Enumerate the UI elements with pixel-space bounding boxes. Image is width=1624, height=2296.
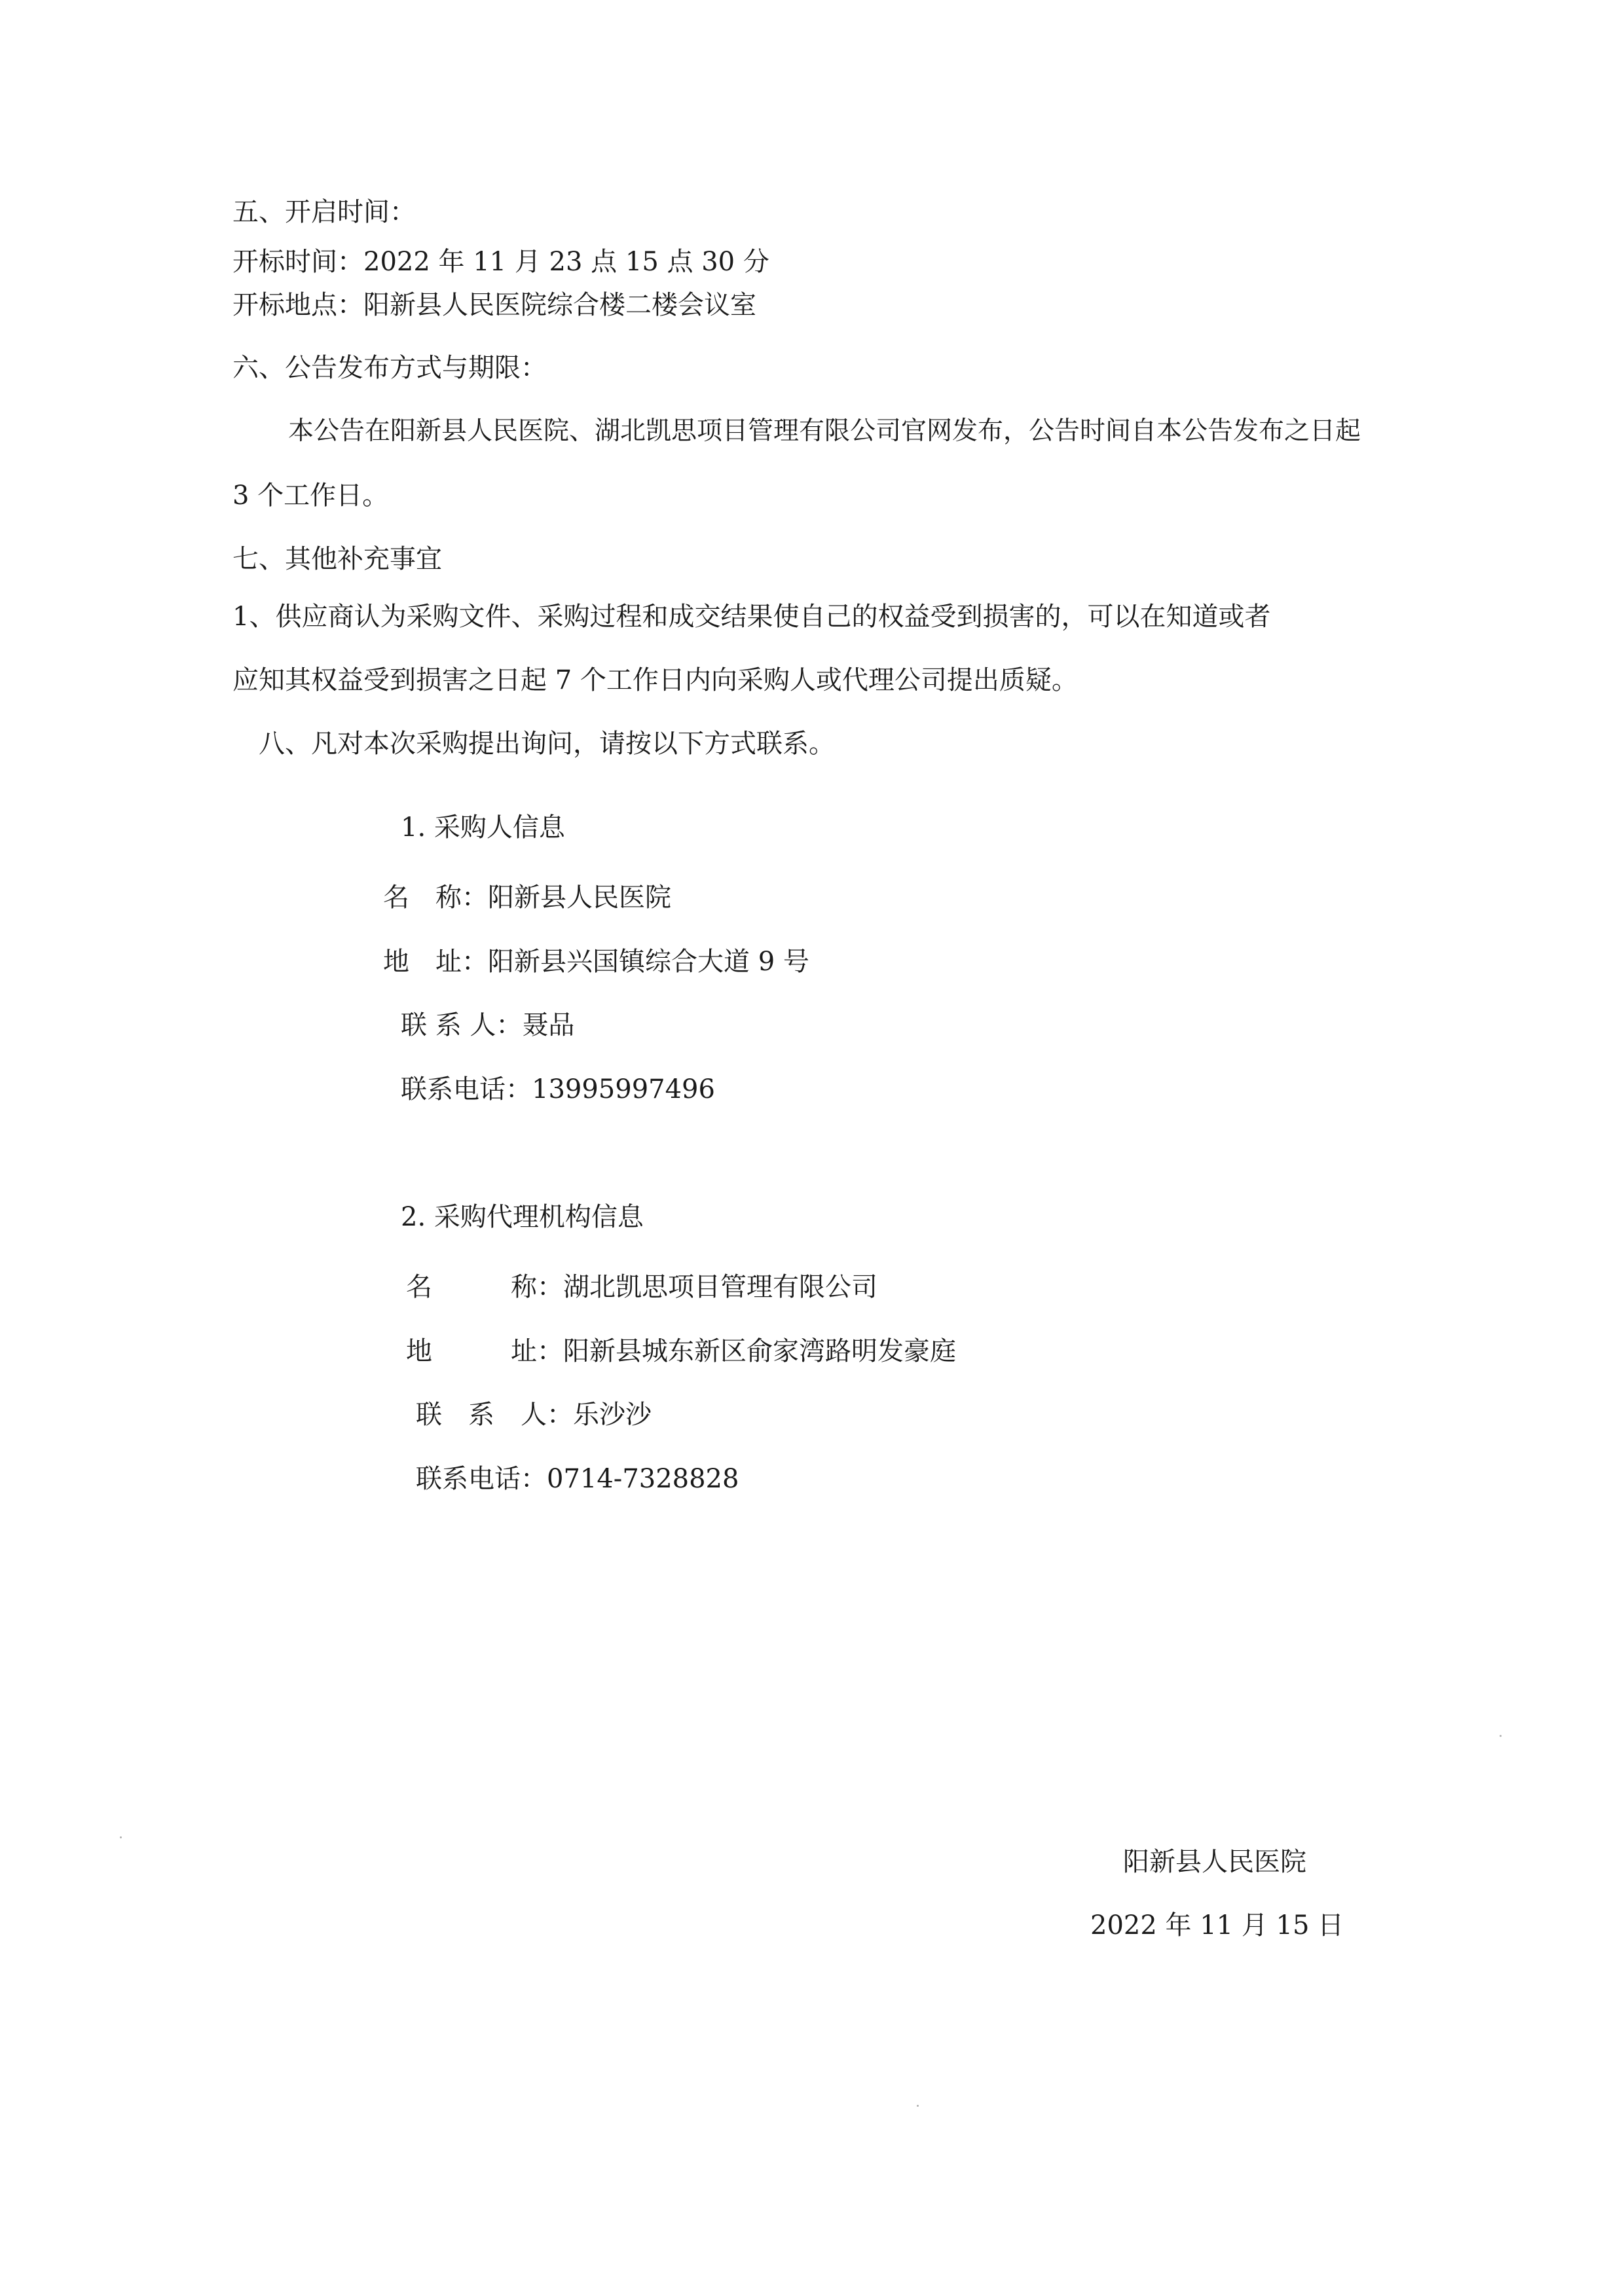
purchaser-contact-value: 聂品 xyxy=(522,1010,575,1040)
section6-heading: 六、公告发布方式与期限： xyxy=(232,353,547,383)
purchaser-contact-label: 联 系 人： xyxy=(401,1010,523,1040)
purchaser-contact-row xyxy=(401,1010,574,1041)
open-time: 开标时间：2022 年 11 月 23 点 15 点 30 分 xyxy=(232,247,769,277)
section7-item1-line1: 1、供应商认为采购文件、采购过程和成交结果使自己的权益受到损害的，可以在知道或者 xyxy=(232,602,1271,632)
purchaser-title: 1. 采购人信息 xyxy=(401,812,565,843)
purchaser-phone-row xyxy=(401,1074,715,1105)
purchaser-address-label: 地 址： xyxy=(383,947,488,977)
purchaser-address-value: 阳新县兴国镇综合大道 9 号 xyxy=(488,947,809,977)
open-place: 开标地点：阳新县人民医院综合楼二楼会议室 xyxy=(232,290,756,320)
section5-heading: 五、开启时间： xyxy=(232,197,416,227)
agency-address-label: 地 址： xyxy=(406,1336,563,1366)
purchaser-address-row xyxy=(383,946,809,977)
section7-item1-line2: 应知其权益受到损害之日起 7 个工作日内向采购人或代理公司提出质疑。 xyxy=(232,665,1078,695)
agency-phone-label: 联系电话： xyxy=(416,1464,547,1494)
purchaser-name-row xyxy=(383,882,671,913)
agency-name-row xyxy=(406,1271,877,1303)
purchaser-phone-label: 联系电话： xyxy=(401,1074,532,1104)
signature-org: 阳新县人民医院 xyxy=(1123,1847,1306,1877)
agency-contact-row xyxy=(416,1399,652,1430)
scan-speck xyxy=(917,2105,919,2107)
agency-name-label: 名 称： xyxy=(406,1272,563,1302)
section7-heading: 七、其他补充事宜 xyxy=(232,544,442,574)
scan-speck xyxy=(120,1836,122,1838)
purchaser-name-label: 名 称： xyxy=(383,883,488,913)
scan-speck xyxy=(1500,1735,1502,1737)
agency-name-value: 湖北凯思项目管理有限公司 xyxy=(563,1272,877,1302)
agency-phone-value: 0714-7328828 xyxy=(547,1464,739,1494)
purchaser-name-value: 阳新县人民医院 xyxy=(488,883,671,913)
signature-date: 2022 年 11 月 15 日 xyxy=(1090,1910,1344,1941)
section6-paragraph-line1: 本公告在阳新县人民医院、湖北凯思项目管理有限公司官网发布，公告时间自本公告发布之日起 xyxy=(288,416,1361,446)
agency-contact-label: 联 系 人： xyxy=(416,1400,573,1430)
agency-address-row xyxy=(406,1336,956,1367)
agency-phone-row xyxy=(416,1463,739,1495)
agency-address-value: 阳新县城东新区俞家湾路明发豪庭 xyxy=(563,1336,956,1366)
section6-paragraph-line2: 3 个工作日。 xyxy=(232,481,389,511)
agency-contact-value: 乐沙沙 xyxy=(573,1400,652,1430)
purchaser-phone-value: 13995997496 xyxy=(532,1074,715,1104)
section8-heading: 八、凡对本次采购提出询问，请按以下方式联系。 xyxy=(259,729,835,759)
agency-title: 2. 采购代理机构信息 xyxy=(401,1202,644,1232)
